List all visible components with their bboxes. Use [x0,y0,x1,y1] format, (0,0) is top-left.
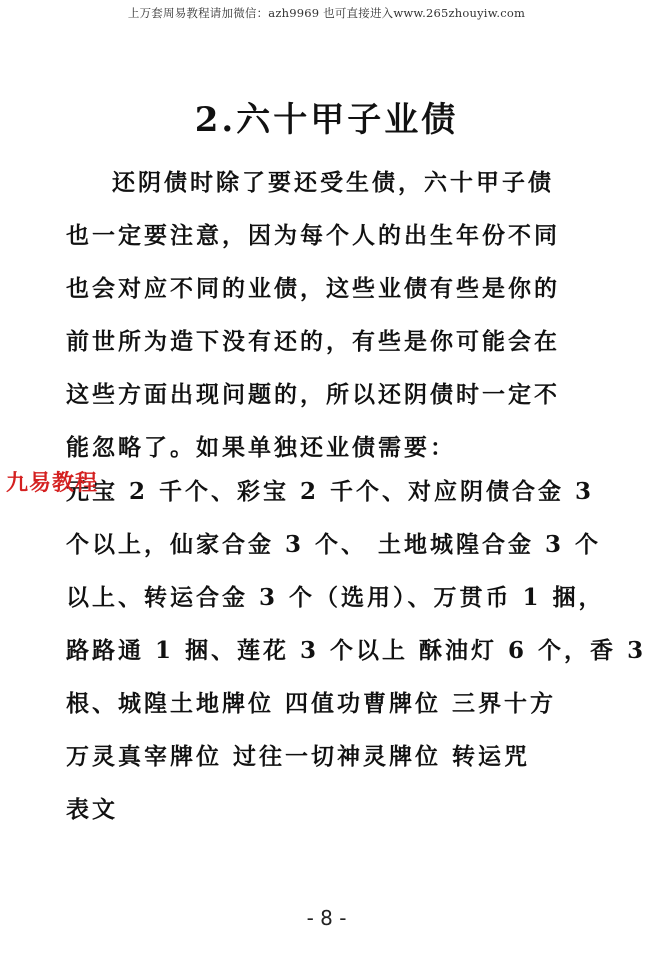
watermark-logo: 九易教程 [6,471,99,496]
paragraph-line: 前世所为造下没有还的，有些是你可能会在 [66,328,560,355]
paragraph-line: 表文 [66,796,118,823]
paragraph-items-list [66,465,647,836]
paragraph-line: 万灵真宰牌位 过往一切神灵牌位 转运咒 [66,743,531,770]
header-banner: 上万套周易教程请加微信：azh9969 也可直接进入www.265zhouyiw.com [127,6,526,20]
paragraph-line: 能忽略了。如果单独还业债需要： [66,434,456,461]
paragraph-line: 还阴债时除了要还受生债，六十甲子债 [112,169,554,196]
paragraph-requirements [66,156,586,474]
paragraph-line: 以上、转运合金 3 个（选用）、万贯币 1 捆， [66,584,605,611]
page-number: - 8 - [306,906,347,930]
paragraph-line: 这些方面出现问题的，所以还阴债时一定不 [66,381,560,408]
page-title: 2.六十甲子业债 [194,100,459,140]
paragraph-line: 也一定要注意，因为每个人的出生年份不同 [66,222,560,249]
paragraph-line: 个以上，仙家合金 3 个、 土地城隍合金 3 个 [66,531,602,558]
paragraph-line: 根、城隍土地牌位 四值功曹牌位 三界十方 [66,690,557,717]
paragraph-line: 元宝 2 千个、彩宝 2 千个、对应阴债合金 3 [66,478,595,505]
paragraph-line: 也会对应不同的业债，这些业债有些是你的 [66,275,560,302]
paragraph-line: 路路通 1 捆、莲花 3 个以上 酥油灯 6 个，香 3 [66,637,647,664]
